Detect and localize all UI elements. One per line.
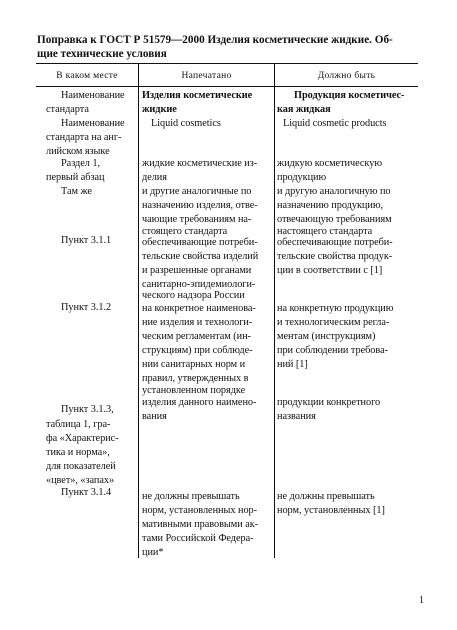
corrected-line: Liquid cosmetic products	[283, 118, 387, 129]
location-line: Пункт 3.1.2	[61, 302, 112, 313]
column-header-where: В каком месте	[56, 71, 118, 81]
printed-line: делия	[142, 172, 167, 183]
location-line: Пункт 3.1.4	[61, 487, 112, 498]
corrected-line: норм, установленных [1]	[277, 505, 385, 516]
location-line: стандарта на анг-	[46, 132, 122, 143]
location-line: Наименование	[61, 90, 125, 101]
printed-line: ции*	[142, 547, 164, 558]
location-line: тика и норма»,	[46, 447, 110, 458]
corrected-line: назначению продукцию,	[277, 200, 383, 211]
printed-line: ческим регламентам (ин-	[142, 331, 251, 342]
document-title	[37, 33, 417, 61]
printed-line: ние изделия и технологи-	[142, 317, 253, 328]
printed-line: обеспечивающие потреби-	[142, 237, 258, 248]
printed-line: не должны превышать	[142, 491, 240, 502]
page-number: 1	[419, 595, 424, 606]
corrected-line: на конкретную продукцию	[277, 303, 394, 314]
corrected-line: отвечающую требованиям	[277, 214, 392, 225]
printed-line: жидкие	[142, 104, 177, 115]
corrected-line: обеспечивающие потреби-	[277, 237, 393, 248]
location-line: Пункт 3.1.3,	[61, 404, 114, 415]
corrected-line: ний [1]	[277, 359, 308, 370]
location-line: Пункт 3.1.1	[61, 235, 112, 246]
corrected-line: настоящего стандарта	[277, 226, 373, 237]
corrected-line: тельские свойства продук-	[277, 251, 393, 262]
location-line: Раздел 1,	[61, 158, 100, 169]
location-line: лийском языке	[46, 146, 110, 157]
location-line: фа «Характерис-	[46, 433, 119, 444]
printed-line: Изделия косметические	[142, 90, 253, 101]
location-line: Там же	[61, 186, 92, 197]
printed-line: жидкие косметические из-	[142, 158, 258, 169]
printed-line: Liquid cosmetics	[151, 118, 221, 129]
corrected-line: и другую аналогичную по	[277, 186, 391, 197]
location-line: для показателей	[46, 461, 116, 472]
printed-line: струкциям) при соблюде-	[142, 345, 253, 356]
header-bottom-rule	[36, 86, 418, 87]
corrected-line: кая жидкая	[277, 104, 331, 115]
column-divider-left-body	[138, 86, 139, 558]
printed-line: ческого надзора России	[142, 290, 245, 301]
printed-line: назначению изделия, отве-	[142, 200, 258, 211]
corrected-line: Продукция косметичес-	[294, 90, 405, 101]
corrected-line: жидкую косметическую	[277, 158, 382, 169]
printed-line: вания	[142, 411, 167, 422]
title-line-2: щие технические условия	[37, 48, 167, 60]
corrected-line: названия	[277, 411, 316, 422]
corrected-line: при соблюдении требова-	[277, 345, 388, 356]
printed-line: норм, установленных нор-	[142, 505, 258, 516]
printed-line: и другие аналогичные по	[142, 186, 252, 197]
printed-line: правил, утвержденных в	[142, 373, 249, 384]
corrected-line: ции в соответствии с [1]	[277, 265, 383, 276]
column-header-printed: Напечатано	[181, 71, 232, 81]
printed-line: санитарно-эпидемиологи-	[142, 279, 256, 290]
table-top-rule	[36, 63, 418, 64]
column-header-should-be: Должно быть	[317, 71, 376, 81]
title-line-1: Поправка к ГОСТ Р 51579—2000 Изделия косметические жидкие. Об-	[37, 34, 393, 46]
location-line: таблица 1, гра-	[46, 419, 111, 430]
printed-line: установленном порядке	[142, 385, 246, 396]
printed-line: на конкретное наименова-	[142, 303, 256, 314]
corrected-line: и технологическим регла-	[277, 317, 390, 328]
location-line: Наименование	[61, 118, 125, 129]
column-divider-right-body	[274, 86, 275, 558]
printed-line: и разрешенные органами	[142, 265, 252, 276]
printed-line: изделия данного наимено-	[142, 397, 257, 408]
printed-line: стоящего стандарта	[142, 226, 228, 237]
corrected-line: продукции конкретного	[277, 397, 381, 408]
corrected-line: не должны превышать	[277, 491, 375, 502]
corrected-line: ментам (инструкциям)	[277, 331, 376, 342]
printed-line: тельские свойства изделий	[142, 251, 259, 262]
location-line: первый абзац	[46, 172, 105, 183]
printed-line: чающие требованиям на-	[142, 214, 252, 225]
printed-line: нии санитарных норм и	[142, 359, 246, 370]
printed-line: тами Российской Федера-	[142, 533, 254, 544]
location-line: «цвет», «запах»	[46, 475, 115, 486]
printed-line: мативными правовыми ак-	[142, 519, 259, 530]
location-line: стандарта	[46, 104, 89, 115]
corrected-line: продукцию	[277, 172, 327, 183]
